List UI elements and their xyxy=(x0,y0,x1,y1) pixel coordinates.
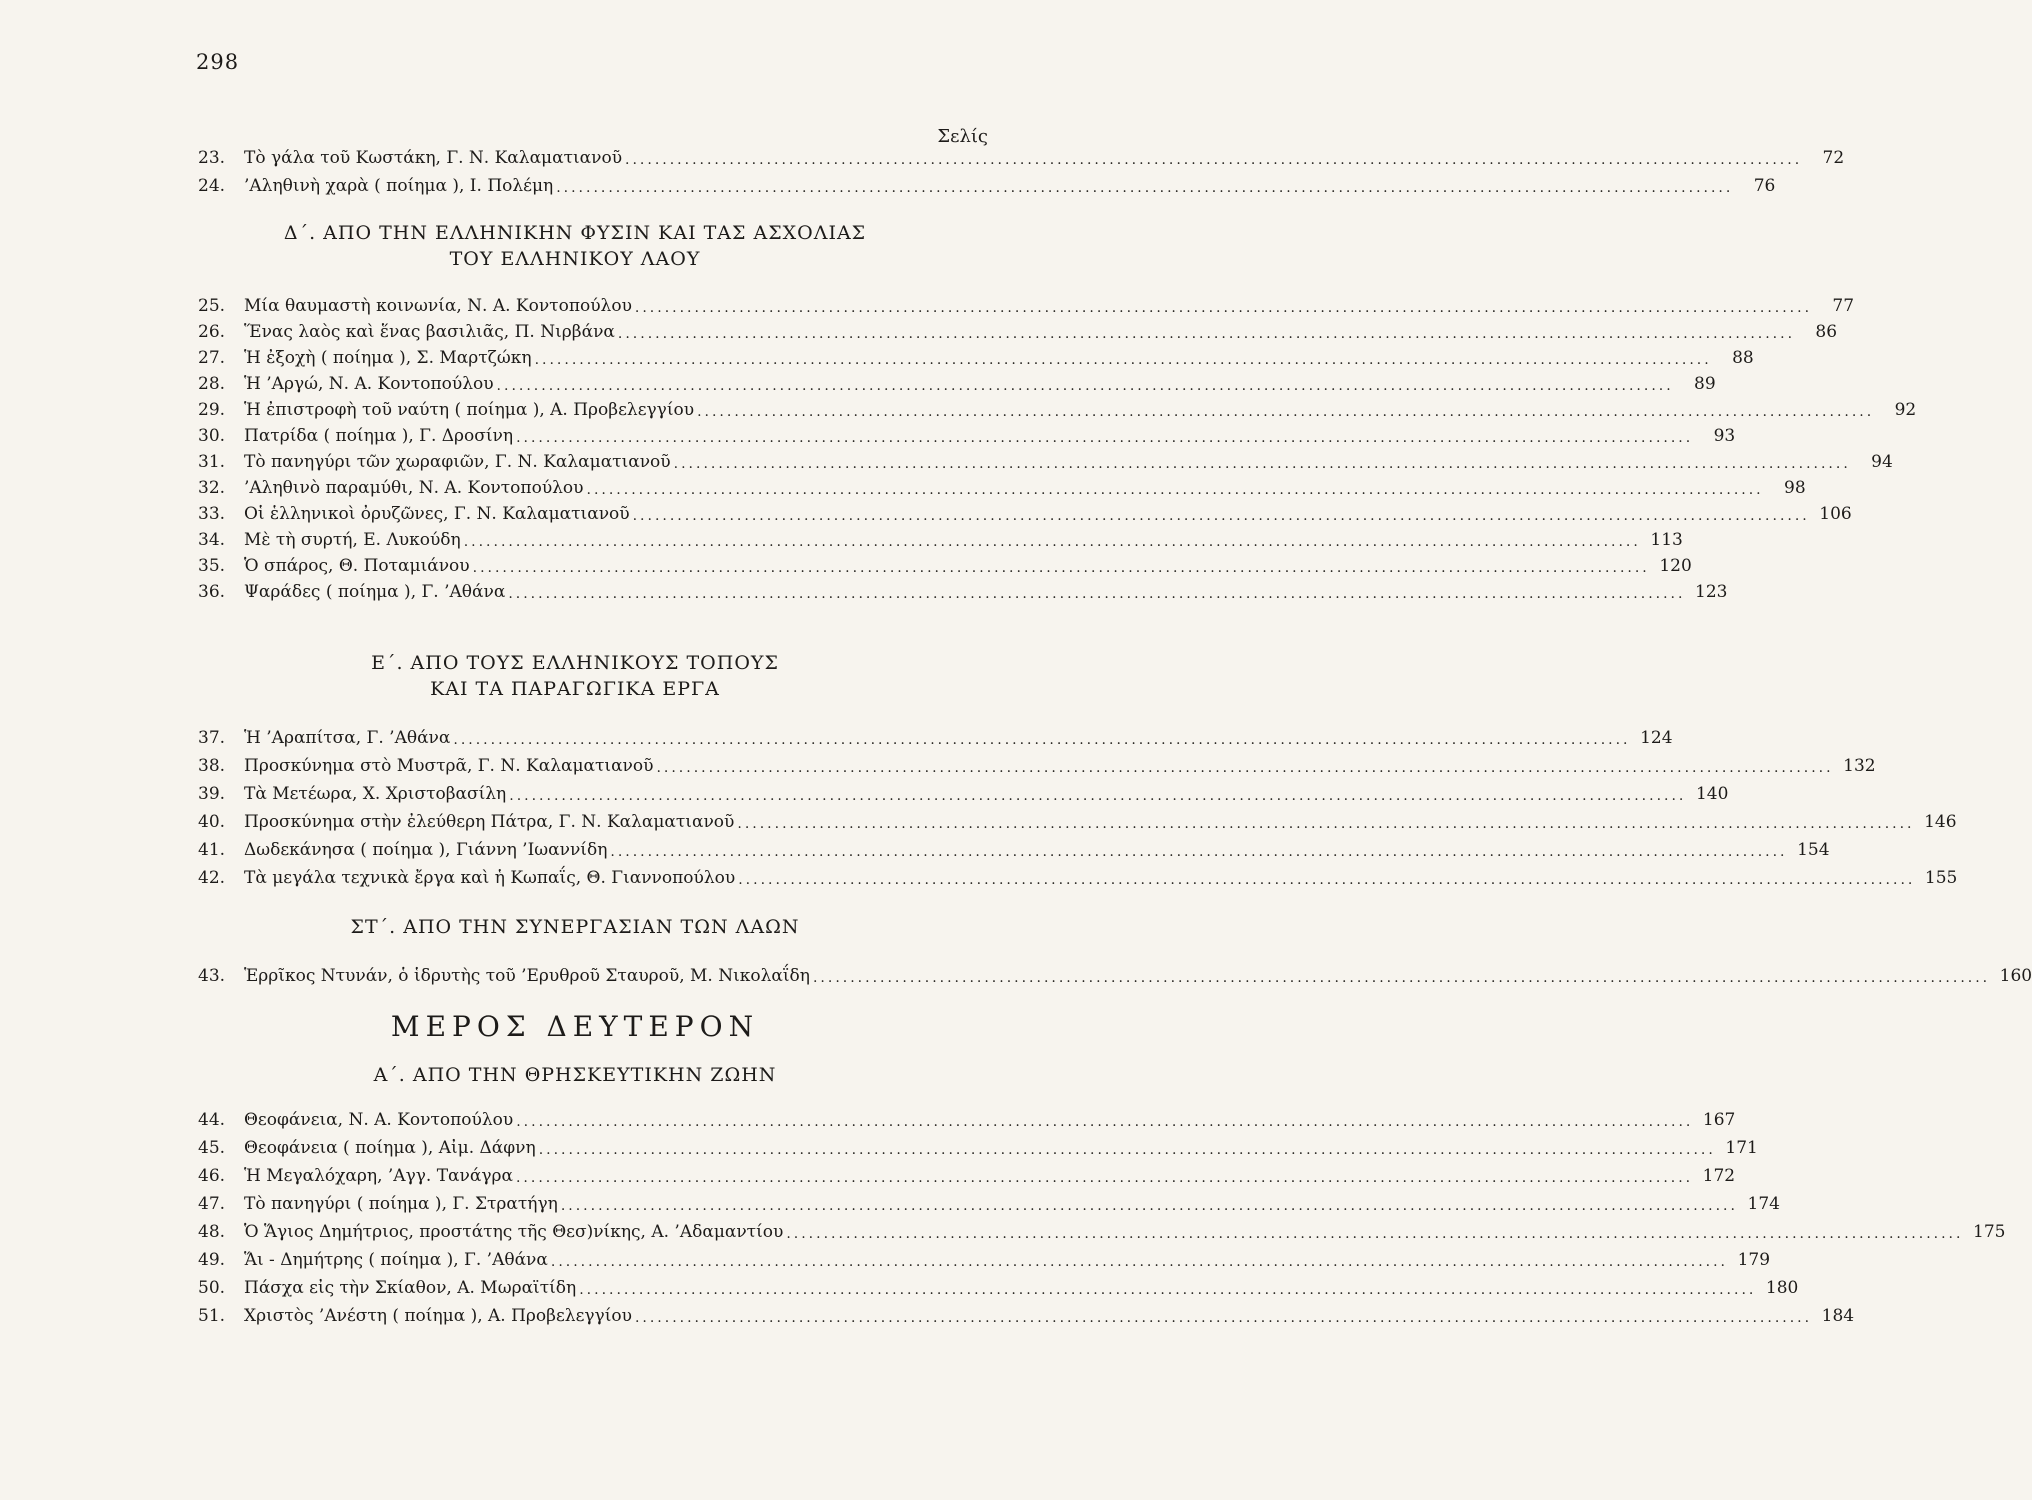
dot-leader: .............................................................................................................................................................. xyxy=(534,352,1712,368)
entry-number: 25. xyxy=(198,296,226,316)
entry-number: 47. xyxy=(198,1194,226,1214)
toc-entry xyxy=(198,1130,1758,1158)
toc-entry xyxy=(198,1298,1855,1326)
entry-page: 98 xyxy=(1784,478,1806,498)
entry-page: 113 xyxy=(1650,530,1683,550)
toc-entry xyxy=(198,1186,1780,1214)
section-title-line: ΚΑΙ ΤΑ ΠΑΡΑΓΩΓΙΚΑ ΕΡΓΑ xyxy=(430,678,720,700)
toc-entry xyxy=(198,548,1692,576)
dot-leader: .............................................................................................................................................................. xyxy=(786,1226,1964,1242)
entry-number: 51. xyxy=(198,1306,226,1326)
toc-entry xyxy=(198,1270,1799,1298)
section-title-line: ΣΤ΄. ΑΠΟ ΤΗΝ ΣΥΝΕΡΓΑΣΙΑΝ ΤΩΝ ΛΑΩΝ xyxy=(350,916,800,938)
entry-title: Ὁ σπάρος, Θ. Ποταμιάνου xyxy=(244,556,470,576)
entry-page: 155 xyxy=(1924,868,1958,888)
toc-entry xyxy=(198,1102,1736,1130)
entry-number: 46. xyxy=(198,1166,226,1186)
entry-number: 43. xyxy=(198,966,226,986)
entry-title: ’Αληθινὴ χαρὰ ( ποίημα ), Ι. Πολέμη xyxy=(244,176,554,196)
toc-entry xyxy=(198,392,1917,420)
entry-page: 132 xyxy=(1843,756,1876,776)
entry-number: 27. xyxy=(198,348,226,368)
entry-number: 31. xyxy=(198,452,226,472)
entry-page: 174 xyxy=(1747,1194,1780,1214)
dot-leader: .............................................................................................................................................................. xyxy=(737,816,1915,832)
section-title-line: Δ΄. ΑΠΟ ΤΗΝ ΕΛΛΗΝΙΚΗΝ ΦΥΣΙΝ ΚΑΙ ΤΑΣ ΑΣΧΟΛΙΑΣ xyxy=(283,222,867,244)
entry-title: Προσκύνημα στὴν ἐλεύθερη Πάτρα, Γ. Ν. Καλαματιανοῦ xyxy=(244,812,735,832)
entry-page: 172 xyxy=(1702,1166,1736,1186)
dot-leader: .............................................................................................................................................................. xyxy=(515,1170,1694,1186)
entry-number: 42. xyxy=(198,868,226,888)
toc-entry xyxy=(198,288,1855,316)
entry-title: Ἡ ’Αραπίτσα, Γ. ’Αθάνα xyxy=(244,728,451,748)
toc-entry xyxy=(198,340,1754,368)
dot-leader: .............................................................................................................................................................. xyxy=(617,326,1796,342)
toc-entry xyxy=(198,470,1806,498)
toc-entry xyxy=(198,720,1673,748)
entry-number: 49. xyxy=(198,1250,226,1270)
entry-page: 123 xyxy=(1695,582,1728,602)
entry-title: Οἱ ἑλληνικοὶ ὀρυζῶνες, Γ. Ν. Καλαματιανοῦ xyxy=(244,504,630,524)
entry-number: 50. xyxy=(198,1278,226,1298)
entry-number: 41. xyxy=(198,840,226,860)
entry-title: Τὸ πανηγύρι ( ποίημα ), Γ. Στρατήγη xyxy=(244,1194,558,1214)
dot-leader: .............................................................................................................................................................. xyxy=(673,456,1851,472)
entry-title: Προσκύνημα στὸ Μυστρᾶ, Γ. Ν. Καλαματιανοῦ xyxy=(244,756,654,776)
entry-number: 24. xyxy=(198,176,226,196)
entry-number: 33. xyxy=(198,504,226,524)
dot-leader: .............................................................................................................................................................. xyxy=(579,1282,1757,1298)
entry-title: Δωδεκάνησα ( ποίημα ), Γιάννη ’Ιωαννίδη xyxy=(244,840,608,860)
entry-number: 48. xyxy=(198,1222,226,1242)
dot-leader: .............................................................................................................................................................. xyxy=(738,872,1916,888)
entry-title: Πάσχα εἰς τὴν Σκίαθον, Α. Μωραϊτίδη xyxy=(244,1278,577,1298)
toc-entry xyxy=(198,1214,2006,1242)
entry-page: 92 xyxy=(1894,400,1917,420)
dot-leader: .............................................................................................................................................................. xyxy=(453,732,1631,748)
entry-page: 175 xyxy=(1973,1222,2006,1242)
dot-leader: .............................................................................................................................................................. xyxy=(812,970,1991,986)
entry-title: Ἡ Μεγαλόχαρη, ’Αγγ. Τανάγρα xyxy=(244,1166,513,1186)
entry-title: Θεοφάνεια ( ποίημα ), Αἰμ. Δάφνη xyxy=(244,1138,536,1158)
section-epsilon-title xyxy=(0,650,1150,702)
entry-page: 154 xyxy=(1797,840,1830,860)
entry-page: 140 xyxy=(1695,784,1729,804)
dot-leader: .............................................................................................................................................................. xyxy=(586,482,1764,498)
part-two-title: ΜΕΡΟΣ ΔΕΥΤΕΡΟΝ xyxy=(390,1010,760,1043)
entry-page: 124 xyxy=(1640,728,1673,748)
entry-page: 76 xyxy=(1753,176,1776,196)
dot-leader: .............................................................................................................................................................. xyxy=(550,1254,1729,1270)
dot-leader: .............................................................................................................................................................. xyxy=(556,180,1734,196)
entry-title: Θεοφάνεια, Ν. Α. Κοντοπούλου xyxy=(244,1110,514,1130)
entry-page: 146 xyxy=(1924,812,1957,832)
entry-title: Ἡ ἐπιστροφὴ τοῦ ναύτη ( ποίημα ), Α. Προβελεγγίου xyxy=(244,400,695,420)
dot-leader: .............................................................................................................................................................. xyxy=(632,508,1810,524)
toc-entry xyxy=(198,418,1736,446)
section-title-line: ΤΟΥ ΕΛΛΗΝΙΚΟΥ ΛΑΟΥ xyxy=(449,248,701,270)
toc-entry xyxy=(198,1158,1736,1186)
page-number: 298 xyxy=(196,50,240,74)
entry-number: 35. xyxy=(198,556,226,576)
entry-page: 89 xyxy=(1694,374,1716,394)
toc-entry xyxy=(198,168,1776,196)
section-title-line: Ε΄. ΑΠΟ ΤΟΥΣ ΕΛΛΗΝΙΚΟΥΣ ΤΟΠΟΥΣ xyxy=(371,652,779,674)
pages-column-header: Σελίς xyxy=(937,126,988,147)
entry-number: 45. xyxy=(198,1138,226,1158)
toc-entry xyxy=(198,958,2032,986)
entry-title: Χριστὸς ’Ανέστη ( ποίημα ), Α. Προβελεγγίου xyxy=(244,1306,632,1326)
entry-page: 171 xyxy=(1725,1138,1758,1158)
entry-title: Ψαράδες ( ποίημα ), Γ. ’Αθάνα xyxy=(244,582,506,602)
entry-title: Μὲ τὴ συρτή, Ε. Λυκούδη xyxy=(244,530,461,550)
toc-entry xyxy=(198,444,1893,472)
dot-leader: .............................................................................................................................................................. xyxy=(496,378,1674,394)
dot-leader: .............................................................................................................................................................. xyxy=(625,152,1803,168)
entry-title: Ἑρρῖκος Ντυνάν, ὁ ἱδρυτὴς τοῦ ’Ερυθροῦ Σταυροῦ, Μ. Νικολαΐδη xyxy=(244,966,810,986)
dot-leader: .............................................................................................................................................................. xyxy=(463,534,1641,550)
entry-number: 26. xyxy=(198,322,226,342)
entry-page: 88 xyxy=(1732,348,1754,368)
entry-number: 28. xyxy=(198,374,226,394)
entry-title: Τὸ γάλα τοῦ Κωστάκη, Γ. Ν. Καλαματιανοῦ xyxy=(244,148,623,168)
dot-leader: .............................................................................................................................................................. xyxy=(610,844,1788,860)
dot-leader: .............................................................................................................................................................. xyxy=(516,1114,1694,1130)
entry-number: 30. xyxy=(198,426,226,446)
entry-title: Μία θαυμαστὴ κοινωνία, Ν. Α. Κοντοπούλου xyxy=(244,296,632,316)
toc-entry xyxy=(198,748,1876,776)
entry-title: Ἡ ἐξοχὴ ( ποίημα ), Σ. Μαρτζώκη xyxy=(244,348,532,368)
section-title-line: Α΄. ΑΠΟ ΤΗΝ ΘΡΗΣΚΕΥΤΙΚΗΝ ΖΩΗΝ xyxy=(373,1064,777,1086)
entry-number: 40. xyxy=(198,812,226,832)
entry-title: Τὸ πανηγύρι τῶν χωραφιῶν, Γ. Ν. Καλαματιανοῦ xyxy=(244,452,671,472)
toc-entry xyxy=(198,496,1852,524)
entry-page: 120 xyxy=(1659,556,1692,576)
toc-entry xyxy=(198,366,1716,394)
dot-leader: .............................................................................................................................................................. xyxy=(538,1142,1716,1158)
entry-title: Ἕνας λαὸς καὶ ἕνας βασιλιᾶς, Π. Νιρβάνα xyxy=(244,322,615,342)
entry-number: 29. xyxy=(198,400,226,420)
entry-title: Ἅι - Δημήτρης ( ποίημα ), Γ. ’Αθάνα xyxy=(244,1250,548,1270)
toc-entry xyxy=(198,1242,1771,1270)
entry-title: ’Αληθινὸ παραμύθι, Ν. Α. Κοντοπούλου xyxy=(244,478,584,498)
toc-entry xyxy=(198,574,1728,602)
entry-page: 93 xyxy=(1713,426,1736,446)
dot-leader: .............................................................................................................................................................. xyxy=(509,788,1687,804)
dot-leader: .............................................................................................................................................................. xyxy=(634,300,1813,316)
entry-page: 160 xyxy=(1999,966,2032,986)
toc-entry xyxy=(198,776,1729,804)
dot-leader: .............................................................................................................................................................. xyxy=(656,760,1834,776)
toc-entry xyxy=(198,140,1845,168)
dot-leader: .............................................................................................................................................................. xyxy=(634,1310,1813,1326)
toc-entry xyxy=(198,522,1683,550)
dot-leader: .............................................................................................................................................................. xyxy=(560,1198,1738,1214)
entry-number: 38. xyxy=(198,756,226,776)
entry-page: 179 xyxy=(1737,1250,1771,1270)
toc-entry xyxy=(198,314,1838,342)
toc-entry xyxy=(198,832,1830,860)
entry-page: 167 xyxy=(1702,1110,1736,1130)
entry-page: 86 xyxy=(1815,322,1838,342)
entry-number: 34. xyxy=(198,530,226,550)
toc-entry xyxy=(198,860,1958,888)
dot-leader: .............................................................................................................................................................. xyxy=(697,404,1875,420)
entry-title: Τὰ μεγάλα τεχνικὰ ἔργα καὶ ἡ Κωπαΐς, Θ. Γιαννοπούλου xyxy=(244,868,736,888)
dot-leader: .............................................................................................................................................................. xyxy=(508,586,1686,602)
entry-page: 72 xyxy=(1822,148,1845,168)
entry-title: Τὰ Μετέωρα, Χ. Χριστοβασίλη xyxy=(244,784,507,804)
dot-leader: .............................................................................................................................................................. xyxy=(516,430,1694,446)
section-delta-title xyxy=(0,220,1150,272)
entry-number: 39. xyxy=(198,784,226,804)
dot-leader: .............................................................................................................................................................. xyxy=(472,560,1650,576)
toc-entry xyxy=(198,804,1957,832)
entry-number: 44. xyxy=(198,1110,226,1130)
entry-number: 32. xyxy=(198,478,226,498)
entry-title: Ὁ Ἅγιος Δημήτριος, προστάτης τῆς Θεσ)νίκης, Α. ’Αδαμαντίου xyxy=(244,1222,784,1242)
section-st-title xyxy=(0,914,1150,940)
entry-title: Πατρίδα ( ποίημα ), Γ. Δροσίνη xyxy=(244,426,514,446)
section-alpha-title xyxy=(0,1062,1150,1088)
entry-page: 106 xyxy=(1819,504,1852,524)
entry-number: 23. xyxy=(198,148,226,168)
entry-page: 94 xyxy=(1871,452,1893,472)
entry-page: 184 xyxy=(1821,1306,1855,1326)
entry-number: 36. xyxy=(198,582,226,602)
entry-page: 77 xyxy=(1832,296,1855,316)
entry-page: 180 xyxy=(1765,1278,1799,1298)
entry-number: 37. xyxy=(198,728,226,748)
entry-title: Ἡ ’Αργώ, Ν. Α. Κοντοπούλου xyxy=(244,374,494,394)
